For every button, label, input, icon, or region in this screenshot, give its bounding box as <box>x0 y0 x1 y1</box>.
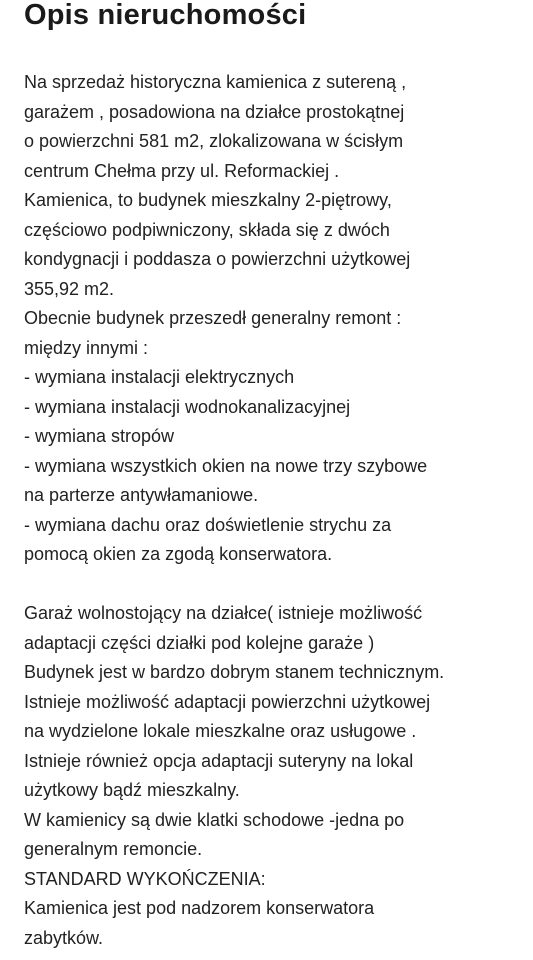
description-line: zabytków. <box>24 927 104 948</box>
description-line: garażem , posadowiona na działce prostokątnej <box>24 101 405 122</box>
description-line: - wymiana instalacji wodnokanalizacyjnej <box>24 396 351 417</box>
description-line: W kamienicy są dwie klatki schodowe -jedna po <box>24 809 405 830</box>
description-line: STANDARD WYKOŃCZENIA: <box>24 868 266 889</box>
description-line: Kamienica jest pod nadzorem konserwatora <box>24 898 375 918</box>
description-line: 355,92 m2. <box>24 278 115 299</box>
description-paragraph-2 <box>24 599 524 953</box>
description-line: Kamienica, to budynek mieszkalny 2-piętrowy, <box>24 190 392 210</box>
description-text <box>24 68 524 953</box>
description-line: Istnieje również opcja adaptacji suteryny na lokal <box>24 750 414 771</box>
section-title: Opis nieruchomości <box>24 0 307 31</box>
description-line: na wydzielone lokale mieszkalne oraz usługowe . <box>24 721 417 741</box>
description-paragraph-1 <box>24 68 524 570</box>
description-line: - wymiana instalacji elektrycznych <box>24 367 295 387</box>
description-line: Budynek jest w bardzo dobrym stanem technicznym. <box>24 662 445 682</box>
description-line: adaptacji części działki pod kolejne garaże ) <box>24 632 375 653</box>
description-line: - wymiana dachu oraz doświetlenie strychu za <box>24 514 392 535</box>
description-line: między innymi : <box>24 337 149 358</box>
description-line: Obecnie budynek przeszedł generalny remont : <box>24 308 402 328</box>
description-line: pomocą okien za zgodą konserwatora. <box>24 544 333 564</box>
description-line: - wymiana stropów <box>24 426 175 446</box>
description-line: - wymiana wszystkich okien na nowe trzy szybowe <box>24 455 428 476</box>
description-line: kondygnacji i poddasza o powierzchni użytkowej <box>24 249 411 269</box>
description-line: Istnieje możliwość adaptacji powierzchni użytkowej <box>24 691 431 712</box>
description-line: Na sprzedaż historyczna kamienica z sutereną , <box>24 72 407 92</box>
description-line: na parterze antywłamaniowe. <box>24 485 259 505</box>
paragraph-spacer <box>24 570 524 600</box>
description-line: o powierzchni 581 m2, zlokalizowana w ścisłym <box>24 131 404 151</box>
description-line: użytkowy bądź mieszkalny. <box>24 780 240 800</box>
description-line: częściowo podpiwniczony, składa się z dwóch <box>24 219 390 240</box>
description-line: generalnym remoncie. <box>24 839 203 859</box>
description-line: Garaż wolnostojący na działce( istnieje możliwość <box>24 603 423 623</box>
description-line: centrum Chełma przy ul. Reformackiej . <box>24 160 340 181</box>
